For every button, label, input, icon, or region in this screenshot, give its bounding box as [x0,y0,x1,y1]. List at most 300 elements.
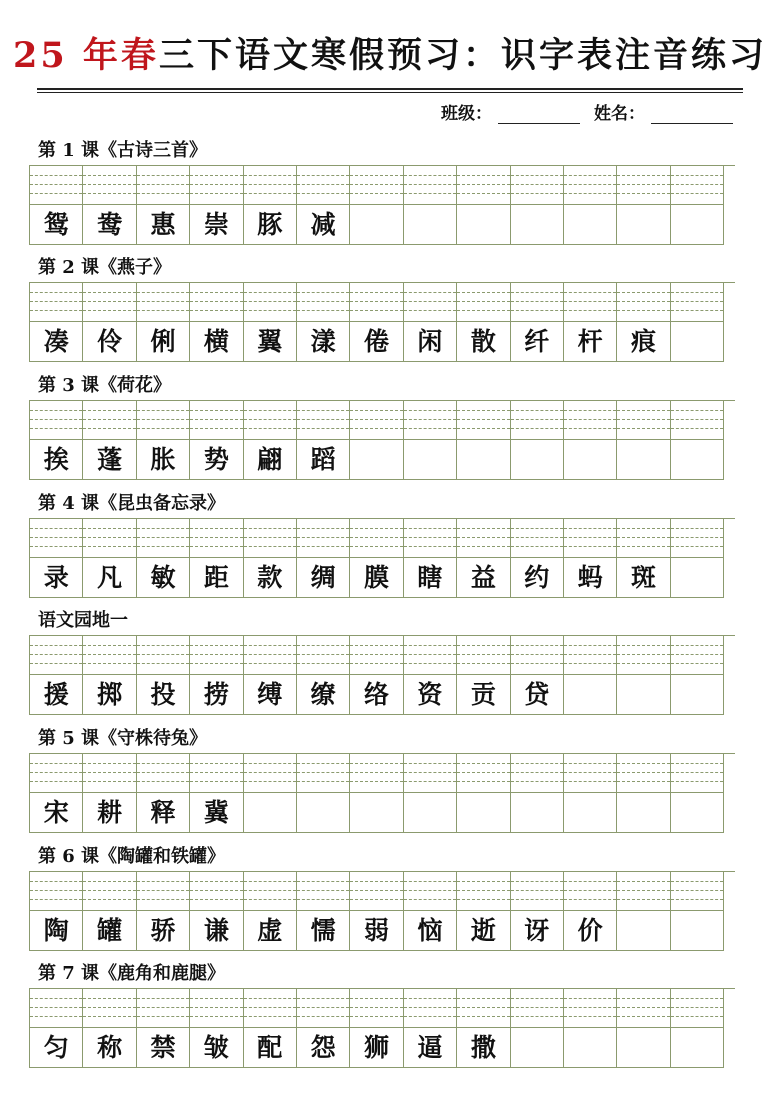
pinyin-box[interactable] [244,872,296,911]
hanzi-char: 耕 [97,798,123,827]
hanzi-char: 恼 [417,916,443,945]
grid-cell [297,989,350,1068]
hanzi-char: 纤 [524,327,550,356]
hanzi-char [244,793,296,832]
hanzi-char [511,205,563,244]
lesson-title: 第 1 课《古诗三首》 [38,140,208,161]
grid-cell [244,636,297,715]
grid-cell [137,636,190,715]
hanzi-char: 谦 [203,916,229,945]
pinyin-box[interactable] [404,872,456,911]
pinyin-box[interactable] [244,166,296,205]
pinyin-box[interactable] [137,401,189,440]
hanzi-char: 凑 [43,327,69,356]
grid-cell [404,872,457,951]
grid-cell [137,754,190,833]
hanzi-char: 骄 [150,916,176,945]
pinyin-box[interactable] [564,636,616,675]
grid-cell [30,401,83,480]
hanzi-char [511,793,563,832]
pinyin-box[interactable] [137,754,189,793]
pinyin-box[interactable] [511,636,563,675]
class-label: 班级： [441,104,492,124]
pinyin-box[interactable] [350,636,402,675]
grid-cell [457,519,510,598]
grid-cell [30,283,83,362]
pinyin-box[interactable] [190,283,242,322]
pinyin-box[interactable] [137,636,189,675]
pinyin-box[interactable] [564,872,616,911]
hanzi-char: 狮 [364,1033,390,1062]
hanzi-char [617,793,669,832]
hanzi-char: 称 [97,1033,123,1062]
pinyin-box[interactable] [617,283,669,322]
pinyin-box[interactable] [190,872,242,911]
hanzi-char [564,793,616,832]
grid-cell [297,636,350,715]
grid-cell [244,519,297,598]
pinyin-box[interactable] [511,872,563,911]
grid-cell [83,636,136,715]
grid-cell [137,401,190,480]
lesson-title: 语文园地一 [38,610,128,631]
hanzi-char: 逝 [470,916,496,945]
pinyin-box[interactable] [671,636,723,675]
pinyin-box[interactable] [564,989,616,1028]
hanzi-char [404,440,456,479]
grid-cell [137,166,190,245]
pinyin-box[interactable] [404,166,456,205]
grid-cell [350,401,403,480]
hanzi-char: 释 [150,798,176,827]
pinyin-box[interactable] [190,989,242,1028]
grid-cell [244,283,297,362]
hanzi-char: 罐 [97,916,123,945]
hanzi-char: 翩 [257,445,283,474]
pinyin-box[interactable] [350,519,402,558]
grid-cell [457,166,510,245]
hanzi-char: 匀 [43,1033,69,1062]
grid-cell [617,283,670,362]
hanzi-char [671,911,723,950]
pinyin-box[interactable] [564,283,616,322]
hanzi-char [404,793,456,832]
grid-cell [404,166,457,245]
pinyin-box[interactable] [83,754,135,793]
grid-cell [511,872,564,951]
pinyin-box[interactable] [617,166,669,205]
hanzi-char: 绸 [310,563,336,592]
hanzi-char: 捞 [203,680,229,709]
pinyin-box[interactable] [617,754,669,793]
pinyin-box[interactable] [30,401,82,440]
hanzi-char: 缚 [257,680,283,709]
grid-cell [83,989,136,1068]
hanzi-char [671,440,723,479]
hanzi-char: 冀 [203,798,229,827]
grid-cell [190,872,243,951]
pinyin-box[interactable] [671,754,723,793]
hanzi-char: 贷 [524,680,550,709]
hanzi-char: 贡 [470,680,496,709]
hanzi-char [511,440,563,479]
hanzi-char: 减 [310,210,336,239]
pinyin-box[interactable] [671,166,723,205]
hanzi-char: 漾 [310,327,336,356]
grid-cell [244,872,297,951]
grid-cell [244,754,297,833]
pinyin-box[interactable] [297,754,349,793]
grid-cell [671,636,724,715]
title-year: 25 年春 [13,35,159,76]
grid-cell [564,401,617,480]
grid-cell [350,166,403,245]
grid-cell [457,989,510,1068]
grid-cell [617,872,670,951]
hanzi-char: 挨 [43,445,69,474]
hanzi-char [564,1028,616,1067]
pinyin-box[interactable] [137,166,189,205]
lesson-section [29,607,735,715]
grid-cell [350,283,403,362]
pinyin-box[interactable] [30,519,82,558]
grid-cell [511,636,564,715]
practice-grid [29,165,735,245]
grid-cell [404,519,457,598]
pinyin-box[interactable] [457,989,509,1028]
hanzi-char [617,440,669,479]
lesson-section [29,490,735,598]
hanzi-char: 逼 [417,1033,443,1062]
lesson-title: 第 2 课《燕子》 [38,257,172,278]
pinyin-box[interactable] [190,519,242,558]
pinyin-box[interactable] [564,166,616,205]
pinyin-box[interactable] [244,401,296,440]
grid-cell [30,519,83,598]
pinyin-box[interactable] [137,283,189,322]
pinyin-box[interactable] [244,989,296,1028]
hanzi-char: 斑 [630,563,656,592]
grid-cell [83,754,136,833]
grid-cell [297,754,350,833]
grid-cell [190,166,243,245]
grid-cell [404,636,457,715]
hanzi-char [350,205,402,244]
practice-grid [29,988,735,1068]
hanzi-char: 蓬 [97,445,123,474]
grid-cell [190,754,243,833]
hanzi-char [617,911,669,950]
grid-cell [564,872,617,951]
pinyin-box[interactable] [83,401,135,440]
pinyin-box[interactable] [30,166,82,205]
lesson-title: 第 5 课《守株待兔》 [38,728,208,749]
hanzi-char: 讶 [524,916,550,945]
name-label: 姓名： [594,104,645,124]
pinyin-box[interactable] [137,872,189,911]
hanzi-char: 横 [203,327,229,356]
grid-cell [457,283,510,362]
pinyin-box[interactable] [671,872,723,911]
hanzi-char [457,440,509,479]
hanzi-char: 缭 [310,680,336,709]
hanzi-char: 价 [577,916,603,945]
class-field[interactable] [498,103,580,124]
hanzi-char [617,205,669,244]
hanzi-char: 蚂 [577,563,603,592]
pinyin-box[interactable] [404,754,456,793]
grid-cell [190,989,243,1068]
hanzi-char: 益 [470,563,496,592]
lesson-section [29,960,735,1068]
pinyin-box[interactable] [457,283,509,322]
pinyin-box[interactable] [30,989,82,1028]
lesson-title: 第 6 课《陶罐和铁罐》 [38,846,226,867]
grid-cell [564,166,617,245]
practice-grid [29,282,735,362]
pinyin-box[interactable] [297,989,349,1028]
student-info [441,99,733,124]
grid-cell [244,401,297,480]
pinyin-box[interactable] [297,636,349,675]
pinyin-box[interactable] [617,989,669,1028]
hanzi-char: 闲 [417,327,443,356]
grid-cell [671,401,724,480]
hanzi-char: 距 [203,563,229,592]
hanzi-char: 杆 [577,327,603,356]
grid-cell [671,872,724,951]
hanzi-char: 势 [203,445,229,474]
hanzi-char: 伶 [97,327,123,356]
pinyin-box[interactable] [511,989,563,1028]
pinyin-box[interactable] [244,754,296,793]
hanzi-char: 翼 [257,327,283,356]
pinyin-box[interactable] [297,872,349,911]
pinyin-box[interactable] [617,636,669,675]
grid-cell [511,166,564,245]
grid-cell [404,283,457,362]
pinyin-box[interactable] [244,636,296,675]
grid-cell [297,283,350,362]
page-title [0,34,780,78]
hanzi-char [511,1028,563,1067]
grid-cell [671,989,724,1068]
hanzi-char: 崇 [203,210,229,239]
hanzi-char: 录 [43,563,69,592]
title-text: 三下语文寒假预习：识字表注音练习 [158,35,767,76]
pinyin-box[interactable] [190,636,242,675]
pinyin-box[interactable] [83,636,135,675]
hanzi-char [457,205,509,244]
grid-cell [671,283,724,362]
pinyin-box[interactable] [671,401,723,440]
grid-cell [457,872,510,951]
pinyin-box[interactable] [83,989,135,1028]
grid-cell [564,519,617,598]
pinyin-box[interactable] [350,989,402,1028]
pinyin-box[interactable] [404,519,456,558]
practice-grid [29,518,735,598]
hanzi-char: 虚 [257,916,283,945]
lesson-section [29,725,735,833]
grid-cell [404,754,457,833]
hanzi-char [350,440,402,479]
pinyin-box[interactable] [511,283,563,322]
pinyin-box[interactable] [30,872,82,911]
practice-grid [29,635,735,715]
pinyin-box[interactable] [190,401,242,440]
hanzi-char: 俐 [150,327,176,356]
pinyin-box[interactable] [404,989,456,1028]
pinyin-box[interactable] [511,519,563,558]
lesson-section [29,372,735,480]
pinyin-box[interactable] [457,401,509,440]
pinyin-box[interactable] [30,636,82,675]
pinyin-box[interactable] [244,283,296,322]
hanzi-char: 络 [364,680,390,709]
pinyin-box[interactable] [350,754,402,793]
grid-cell [511,519,564,598]
pinyin-box[interactable] [297,401,349,440]
grid-cell [190,401,243,480]
grid-cell [404,989,457,1068]
hanzi-char: 懦 [310,916,336,945]
pinyin-box[interactable] [83,872,135,911]
pinyin-box[interactable] [457,636,509,675]
grid-cell [297,401,350,480]
pinyin-box[interactable] [457,872,509,911]
pinyin-box[interactable] [297,283,349,322]
pinyin-box[interactable] [404,401,456,440]
hanzi-char [617,675,669,714]
hanzi-char: 膜 [364,563,390,592]
pinyin-box[interactable] [350,401,402,440]
pinyin-box[interactable] [457,754,509,793]
practice-grid [29,400,735,480]
pinyin-box[interactable] [350,166,402,205]
pinyin-box[interactable] [671,283,723,322]
grid-cell [617,166,670,245]
name-field[interactable] [651,103,733,124]
grid-cell [350,989,403,1068]
hanzi-char [671,675,723,714]
hanzi-char [671,205,723,244]
hanzi-char [671,558,723,597]
pinyin-box[interactable] [297,166,349,205]
grid-cell [30,989,83,1068]
pinyin-box[interactable] [511,166,563,205]
lesson-title: 第 4 课《昆虫备忘录》 [38,493,226,514]
pinyin-box[interactable] [297,519,349,558]
grid-cell [617,401,670,480]
grid-cell [83,166,136,245]
pinyin-box[interactable] [244,519,296,558]
title-rule [37,88,743,90]
grid-cell [511,989,564,1068]
grid-cell [244,989,297,1068]
hanzi-char [457,793,509,832]
grid-cell [30,636,83,715]
grid-cell [83,401,136,480]
grid-cell [617,989,670,1068]
hanzi-char: 痕 [630,327,656,356]
pinyin-box[interactable] [457,166,509,205]
pinyin-box[interactable] [404,636,456,675]
pinyin-box[interactable] [83,519,135,558]
pinyin-box[interactable] [83,166,135,205]
pinyin-box[interactable] [617,401,669,440]
grid-cell [350,519,403,598]
pinyin-box[interactable] [190,754,242,793]
hanzi-char: 胀 [150,445,176,474]
grid-cell [564,283,617,362]
grid-cell [617,636,670,715]
pinyin-box[interactable] [137,989,189,1028]
pinyin-box[interactable] [83,283,135,322]
grid-cell [190,636,243,715]
grid-cell [457,401,510,480]
grid-cell [30,166,83,245]
practice-grid [29,753,735,833]
grid-cell [671,754,724,833]
grid-cell [137,519,190,598]
grid-cell [297,872,350,951]
hanzi-char [350,793,402,832]
hanzi-char: 陶 [43,916,69,945]
grid-cell [511,283,564,362]
pinyin-box[interactable] [190,166,242,205]
hanzi-char: 约 [524,563,550,592]
pinyin-box[interactable] [457,519,509,558]
pinyin-box[interactable] [350,283,402,322]
hanzi-char: 豚 [257,210,283,239]
hanzi-char: 散 [470,327,496,356]
pinyin-box[interactable] [511,754,563,793]
hanzi-char: 宋 [43,798,69,827]
grid-cell [457,636,510,715]
pinyin-box[interactable] [617,519,669,558]
hanzi-char [671,793,723,832]
pinyin-box[interactable] [617,872,669,911]
grid-cell [83,519,136,598]
pinyin-box[interactable] [511,401,563,440]
pinyin-box[interactable] [564,519,616,558]
grid-cell [137,872,190,951]
pinyin-box[interactable] [30,754,82,793]
grid-cell [137,283,190,362]
lesson-title: 第 7 课《鹿角和鹿腿》 [38,963,226,984]
hanzi-char: 撒 [470,1033,496,1062]
pinyin-box[interactable] [671,519,723,558]
pinyin-box[interactable] [404,283,456,322]
lesson-title: 第 3 课《荷花》 [38,375,172,396]
grid-cell [83,283,136,362]
pinyin-box[interactable] [564,401,616,440]
pinyin-box[interactable] [671,989,723,1028]
pinyin-box[interactable] [564,754,616,793]
hanzi-char: 惠 [150,210,176,239]
hanzi-char: 怨 [310,1033,336,1062]
grid-cell [564,636,617,715]
grid-cell [564,989,617,1068]
hanzi-char: 款 [257,563,283,592]
grid-cell [297,519,350,598]
hanzi-char [564,440,616,479]
grid-cell [83,872,136,951]
pinyin-box[interactable] [137,519,189,558]
pinyin-box[interactable] [350,872,402,911]
pinyin-box[interactable] [30,283,82,322]
